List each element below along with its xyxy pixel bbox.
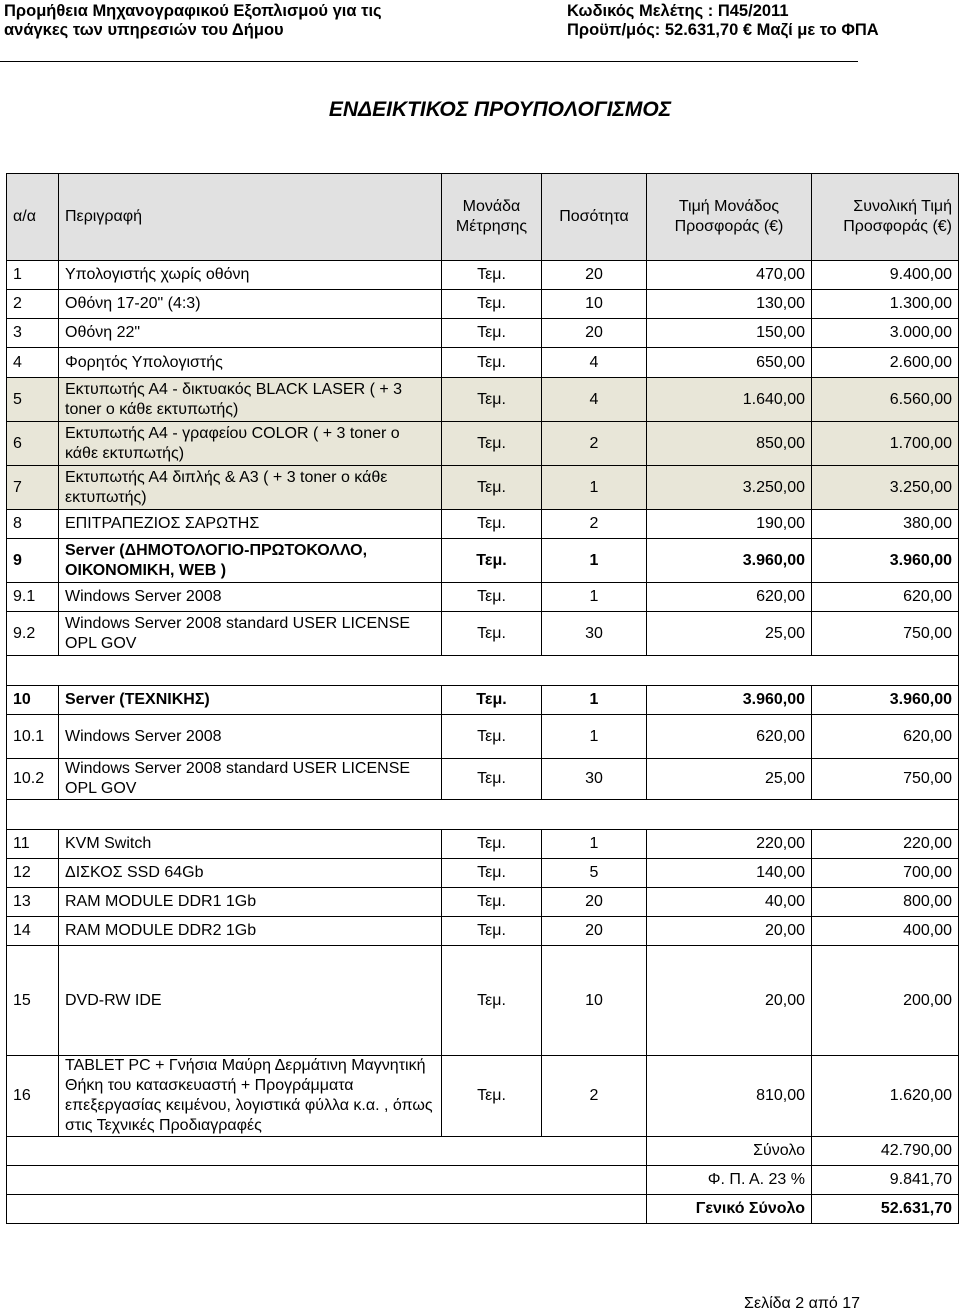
table-row [7,830,959,859]
cell-num: 4 [7,348,59,378]
cell-desc: Εκτυπωτής Α4 - γραφείου COLOR ( + 3 toner ο κάθε εκτυπωτής) [59,422,442,466]
header-project-title-2: ανάγκες των υπηρεσιών του Δήμου [4,21,284,39]
cell-desc: ΔΙΣΚΟΣ SSD 64Gb [59,859,442,888]
cell-unit: Τεμ. [442,946,542,1056]
cell-desc: RAM MODULE DDR1 1Gb [59,888,442,917]
cell-unit: Τεμ. [442,759,542,800]
table-row [7,510,959,539]
cell-unit: Τεμ. [442,422,542,466]
cell-total: 2.600,00 [812,348,959,378]
header-price: Τιμή Μονάδος Προσφοράς (€) [647,174,812,261]
cell-num: 12 [7,859,59,888]
cell-desc: DVD-RW IDE [59,946,442,1056]
page-footer: Σελίδα 2 από 17 [744,1295,860,1312]
cell-qty: 1 [542,715,647,759]
table-row [7,290,959,319]
table-row [7,859,959,888]
cell-total: 750,00 [812,759,959,800]
cell-price: 650,00 [647,348,812,378]
cell-qty: 20 [542,917,647,946]
cell-total: 3.960,00 [812,686,959,715]
cell-unit: Τεμ. [442,466,542,510]
cell-total: 9.400,00 [812,261,959,290]
table-row [7,888,959,917]
header-total: Συνολική Τιμή Προσφοράς (€) [812,174,959,261]
cell-num: 16 [7,1056,59,1137]
header-left [4,2,382,40]
cell-price: 20,00 [647,917,812,946]
cell-price: 130,00 [647,290,812,319]
cell-price: 850,00 [647,422,812,466]
cell-desc: Φορητός Υπολογιστής [59,348,442,378]
cell-unit: Τεμ. [442,859,542,888]
cell-num: 5 [7,378,59,422]
cell-unit: Τεμ. [442,686,542,715]
cell-price: 470,00 [647,261,812,290]
summary-spacer [7,1195,647,1224]
cell-unit: Τεμ. [442,830,542,859]
table-row [7,583,959,612]
cell-desc: Server (ΤΕΧΝΙΚΗΣ) [59,686,442,715]
cell-qty: 1 [542,539,647,583]
cell-total: 700,00 [812,859,959,888]
cell-desc: Εκτυπωτής Α4 - δικτυακός BLACK LASER ( + 3 toner ο κάθε εκτυπωτής) [59,378,442,422]
cell-total: 6.560,00 [812,378,959,422]
cell-total: 1.620,00 [812,1056,959,1137]
cell-price: 3.250,00 [647,466,812,510]
summary-value: 42.790,00 [812,1137,959,1166]
header-budget: Προϋπ/μός: 52.631,70 € Μαζί με το ΦΠΑ [567,21,879,39]
cell-unit: Τεμ. [442,348,542,378]
table-row [7,917,959,946]
summary-row [7,1195,959,1224]
cell-unit: Τεμ. [442,319,542,348]
cell-total: 220,00 [812,830,959,859]
cell-num: 9 [7,539,59,583]
cell-total: 800,00 [812,888,959,917]
cell-total: 200,00 [812,946,959,1056]
cell-desc: ΕΠΙΤΡΑΠΕΖΙΟΣ ΣΑΡΩΤΗΣ [59,510,442,539]
cell-total: 620,00 [812,583,959,612]
table-row [7,378,959,422]
cell-total: 400,00 [812,917,959,946]
summary-label: Γενικό Σύνολο [647,1195,812,1224]
cell-qty: 1 [542,466,647,510]
page-header [0,0,960,64]
cell-num: 8 [7,510,59,539]
cell-desc: Οθόνη 22" [59,319,442,348]
cell-desc: KVM Switch [59,830,442,859]
cell-num: 10.1 [7,715,59,759]
table-row [7,261,959,290]
cell-qty: 1 [542,830,647,859]
cell-price: 220,00 [647,830,812,859]
cell-unit: Τεμ. [442,510,542,539]
header-project-title-1: Προμήθεια Μηχανογραφικού Εξοπλισμού για τις [4,2,382,20]
cell-unit: Τεμ. [442,261,542,290]
summary-value: 52.631,70 [812,1195,959,1224]
cell-desc: Οθόνη 17-20" (4:3) [59,290,442,319]
cell-total: 620,00 [812,715,959,759]
cell-qty: 2 [542,1056,647,1137]
spacer-cell [7,800,959,830]
spacer-row [7,800,959,830]
cell-num: 3 [7,319,59,348]
spacer-cell [7,656,959,686]
table-row [7,422,959,466]
cell-unit: Τεμ. [442,583,542,612]
budget-table [6,173,959,1224]
cell-qty: 20 [542,261,647,290]
cell-price: 140,00 [647,859,812,888]
cell-total: 380,00 [812,510,959,539]
cell-num: 6 [7,422,59,466]
cell-total: 3.000,00 [812,319,959,348]
cell-qty: 20 [542,888,647,917]
table-row [7,539,959,583]
cell-qty: 2 [542,510,647,539]
summary-spacer [7,1166,647,1195]
spacer-row [7,656,959,686]
page-title: ΕΝΔΕΙΚΤΙΚΟΣ ΠΡΟΥΠΟΛΟΓΙΣΜΟΣ [328,98,672,121]
cell-num: 15 [7,946,59,1056]
cell-desc: Windows Server 2008 standard USER LICENSE OPL GOV [59,612,442,656]
cell-unit: Τεμ. [442,378,542,422]
cell-num: 2 [7,290,59,319]
cell-unit: Τεμ. [442,612,542,656]
cell-num: 10 [7,686,59,715]
summary-spacer [7,1137,647,1166]
cell-desc: Server (ΔΗΜΟΤΟΛΟΓΙΟ-ΠΡΩΤΟΚΟΛΛΟ, ΟΙΚΟΝΟΜΙΚΗ, WEB ) [59,539,442,583]
cell-qty: 1 [542,583,647,612]
cell-desc: Εκτυπωτής Α4 διπλής & Α3 ( + 3 toner ο κάθε εκτυπωτής) [59,466,442,510]
table-row [7,715,959,759]
summary-row [7,1137,959,1166]
cell-total: 750,00 [812,612,959,656]
cell-desc: Windows Server 2008 [59,583,442,612]
cell-num: 10.2 [7,759,59,800]
cell-qty: 10 [542,946,647,1056]
cell-desc: Υπολογιστής χωρίς οθόνη [59,261,442,290]
cell-price: 810,00 [647,1056,812,1137]
cell-unit: Τεμ. [442,290,542,319]
summary-value: 9.841,70 [812,1166,959,1195]
header-num: α/α [7,174,59,261]
cell-price: 1.640,00 [647,378,812,422]
table-row [7,686,959,715]
table-header-row [7,174,959,261]
cell-num: 1 [7,261,59,290]
cell-num: 14 [7,917,59,946]
cell-num: 9.2 [7,612,59,656]
cell-price: 150,00 [647,319,812,348]
cell-price: 3.960,00 [647,686,812,715]
table-row [7,319,959,348]
cell-price: 620,00 [647,583,812,612]
cell-num: 13 [7,888,59,917]
cell-qty: 20 [542,319,647,348]
cell-total: 1.700,00 [812,422,959,466]
cell-desc: Windows Server 2008 [59,715,442,759]
summary-label: Φ. Π. Α. 23 % [647,1166,812,1195]
table-row [7,612,959,656]
cell-qty: 30 [542,759,647,800]
cell-price: 20,00 [647,946,812,1056]
cell-qty: 30 [542,612,647,656]
table-row [7,946,959,1056]
header-qty: Ποσότητα [542,174,647,261]
cell-qty: 4 [542,378,647,422]
header-desc: Περιγραφή [59,174,442,261]
cell-qty: 2 [542,422,647,466]
header-study-code: Κωδικός Μελέτης : Π45/2011 [567,2,789,20]
cell-desc: Windows Server 2008 standard USER LICENSE OPL GOV [59,759,442,800]
cell-num: 9.1 [7,583,59,612]
cell-num: 7 [7,466,59,510]
cell-desc: RAM MODULE DDR2 1Gb [59,917,442,946]
cell-qty: 5 [542,859,647,888]
cell-qty: 4 [542,348,647,378]
table-row [7,348,959,378]
table-row [7,759,959,800]
cell-price: 3.960,00 [647,539,812,583]
cell-price: 620,00 [647,715,812,759]
cell-desc: TABLET PC + Γνήσια Μαύρη Δερμάτινη Μαγνητική Θήκη του κατασκευαστή + Προγράμματα επεξεργασίας κειμένου, λογιστικά φύλλα κ.α. , όπως στις Τεχνικές Προδιαγραφές [59,1056,442,1137]
summary-row [7,1166,959,1195]
cell-price: 40,00 [647,888,812,917]
cell-unit: Τεμ. [442,888,542,917]
cell-price: 25,00 [647,612,812,656]
table-row [7,466,959,510]
header-divider [0,61,858,62]
cell-total: 3.250,00 [812,466,959,510]
cell-total: 1.300,00 [812,290,959,319]
header-unit: Μονάδα Μέτρησης [442,174,542,261]
cell-unit: Τεμ. [442,917,542,946]
cell-qty: 1 [542,686,647,715]
header-right [567,2,879,40]
cell-unit: Τεμ. [442,715,542,759]
table-body [7,261,959,1224]
cell-qty: 10 [542,290,647,319]
cell-num: 11 [7,830,59,859]
cell-unit: Τεμ. [442,1056,542,1137]
cell-unit: Τεμ. [442,539,542,583]
summary-label: Σύνολο [647,1137,812,1166]
cell-price: 25,00 [647,759,812,800]
table-row [7,1056,959,1137]
cell-price: 190,00 [647,510,812,539]
cell-total: 3.960,00 [812,539,959,583]
